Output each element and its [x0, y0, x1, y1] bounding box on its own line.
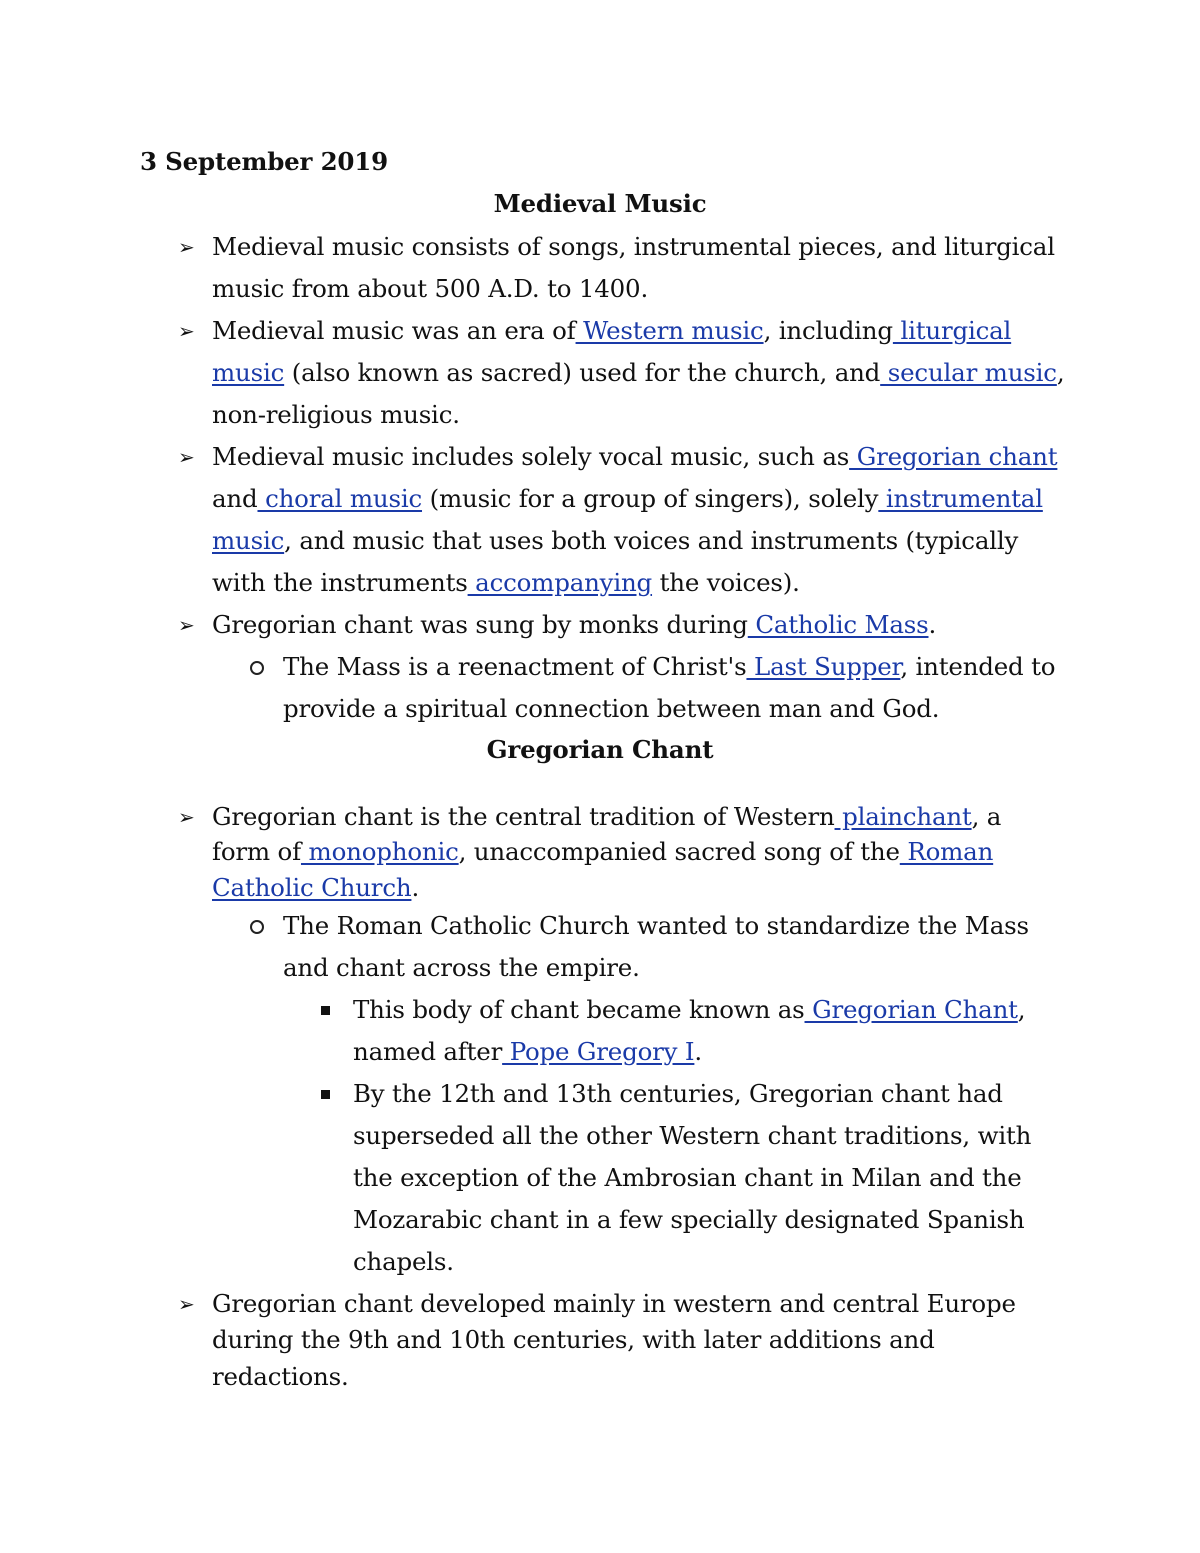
link-roman-catholic-church-cont[interactable]: Catholic Church [212, 873, 412, 902]
text: (music for a group of singers), solely [422, 484, 879, 513]
text: , and music that uses both voices and instruments (typically [284, 526, 1019, 555]
text: , including [763, 316, 893, 345]
text: Gregorian chant was sung by monks during [212, 610, 748, 639]
document-date: 3 September 2019 [140, 147, 388, 176]
g1sq2-line2: superseded all the other Western chant traditions, with [353, 1121, 1032, 1150]
heading-medieval-music: Medieval Music [493, 189, 707, 218]
text: The Mass is a reenactment of Christ's [283, 652, 747, 681]
g2-line1: Gregorian chant developed mainly in western and central Europe [212, 1289, 1016, 1318]
link-liturgical-music-cont[interactable]: music [212, 358, 285, 387]
text: Gregorian chant is the central tradition of Western [212, 802, 835, 831]
circle-bullet-icon [250, 920, 264, 934]
arrow-bullet-icon: ➢ [178, 613, 195, 637]
p2-line2 [212, 358, 1064, 388]
g1-line1 [212, 802, 1001, 832]
p2-line1 [212, 316, 1011, 346]
text: . [694, 1037, 702, 1066]
link-instrumental-music[interactable]: instrumental [878, 484, 1043, 513]
g1sq2-line4: Mozarabic chant in a few specially designated Spanish [353, 1205, 1025, 1234]
p4sub-line2: provide a spiritual connection between man and God. [283, 694, 940, 723]
text: , [1017, 995, 1026, 1024]
p2-line3: non-religious music. [212, 400, 460, 429]
link-plainchant[interactable]: plainchant [834, 802, 972, 831]
p3-line2 [212, 484, 1043, 514]
g1sq2-line3: the exception of the Ambrosian chant in Milan and the [353, 1163, 1022, 1192]
g1sq1-line2 [353, 1037, 702, 1067]
arrow-bullet-icon: ➢ [178, 235, 195, 259]
g2-line3: redactions. [212, 1362, 349, 1391]
text: form of [212, 837, 301, 866]
p1-line1: Medieval music consists of songs, instrumental pieces, and liturgical [212, 232, 1055, 261]
text: Medieval music includes solely vocal music, such as [212, 442, 850, 471]
arrow-bullet-icon: ➢ [178, 319, 195, 343]
g1-line2 [212, 837, 993, 867]
p3-line3 [212, 526, 1018, 556]
text: and [212, 484, 258, 513]
g2-line2: during the 9th and 10th centuries, with later additions and [212, 1325, 935, 1354]
arrow-bullet-icon: ➢ [178, 1292, 195, 1316]
link-catholic-mass[interactable]: Catholic Mass [747, 610, 929, 639]
link-roman-catholic-church[interactable]: Roman [899, 837, 994, 866]
text: . [411, 873, 420, 902]
g1sq2-line5: chapels. [353, 1247, 454, 1276]
g1sq1-line1 [353, 995, 1025, 1025]
link-gregorian-chant-2[interactable]: Gregorian Chant [804, 995, 1018, 1024]
arrow-bullet-icon: ➢ [178, 805, 195, 829]
link-accompanying[interactable]: accompanying [467, 568, 653, 597]
text: (also known as sacred) used for the church, and [284, 358, 881, 387]
text: , [1056, 358, 1065, 387]
square-bullet-icon [321, 1006, 330, 1015]
g1sub-line2: and chant across the empire. [283, 953, 640, 982]
link-western-music[interactable]: Western music [575, 316, 764, 345]
text: with the instruments [212, 568, 468, 597]
link-instrumental-music-cont[interactable]: music [212, 526, 285, 555]
p4-line1 [212, 610, 936, 640]
text: , intended to [900, 652, 1056, 681]
text: This body of chant became known as [353, 995, 805, 1024]
p4sub-line1 [283, 652, 1055, 682]
g1-line3 [212, 873, 419, 903]
text: named after [353, 1037, 503, 1066]
link-secular-music[interactable]: secular music [880, 358, 1057, 387]
p3-line4 [212, 568, 800, 598]
p1-line2: music from about 500 A.D. to 1400. [212, 274, 649, 303]
g1sq2-line1: By the 12th and 13th centuries, Gregorian chant had [353, 1079, 1003, 1108]
circle-bullet-icon [250, 661, 264, 675]
link-liturgical-music[interactable]: liturgical [892, 316, 1012, 345]
text: . [928, 610, 937, 639]
g1sub-line1: The Roman Catholic Church wanted to standardize the Mass [283, 911, 1029, 940]
link-monophonic[interactable]: monophonic [300, 837, 459, 866]
square-bullet-icon [321, 1090, 330, 1099]
arrow-bullet-icon: ➢ [178, 445, 195, 469]
link-pope-gregory[interactable]: Pope Gregory I [502, 1037, 695, 1066]
link-last-supper[interactable]: Last Supper [746, 652, 901, 681]
link-gregorian-chant[interactable]: Gregorian chant [849, 442, 1058, 471]
heading-gregorian-chant: Gregorian Chant [486, 735, 714, 764]
text: the voices). [652, 568, 800, 597]
link-choral-music[interactable]: choral music [257, 484, 423, 513]
p3-line1 [212, 442, 1057, 472]
text: Medieval music was an era of [212, 316, 576, 345]
text: , unaccompanied sacred song of the [458, 837, 900, 866]
text: , a [971, 802, 1002, 831]
